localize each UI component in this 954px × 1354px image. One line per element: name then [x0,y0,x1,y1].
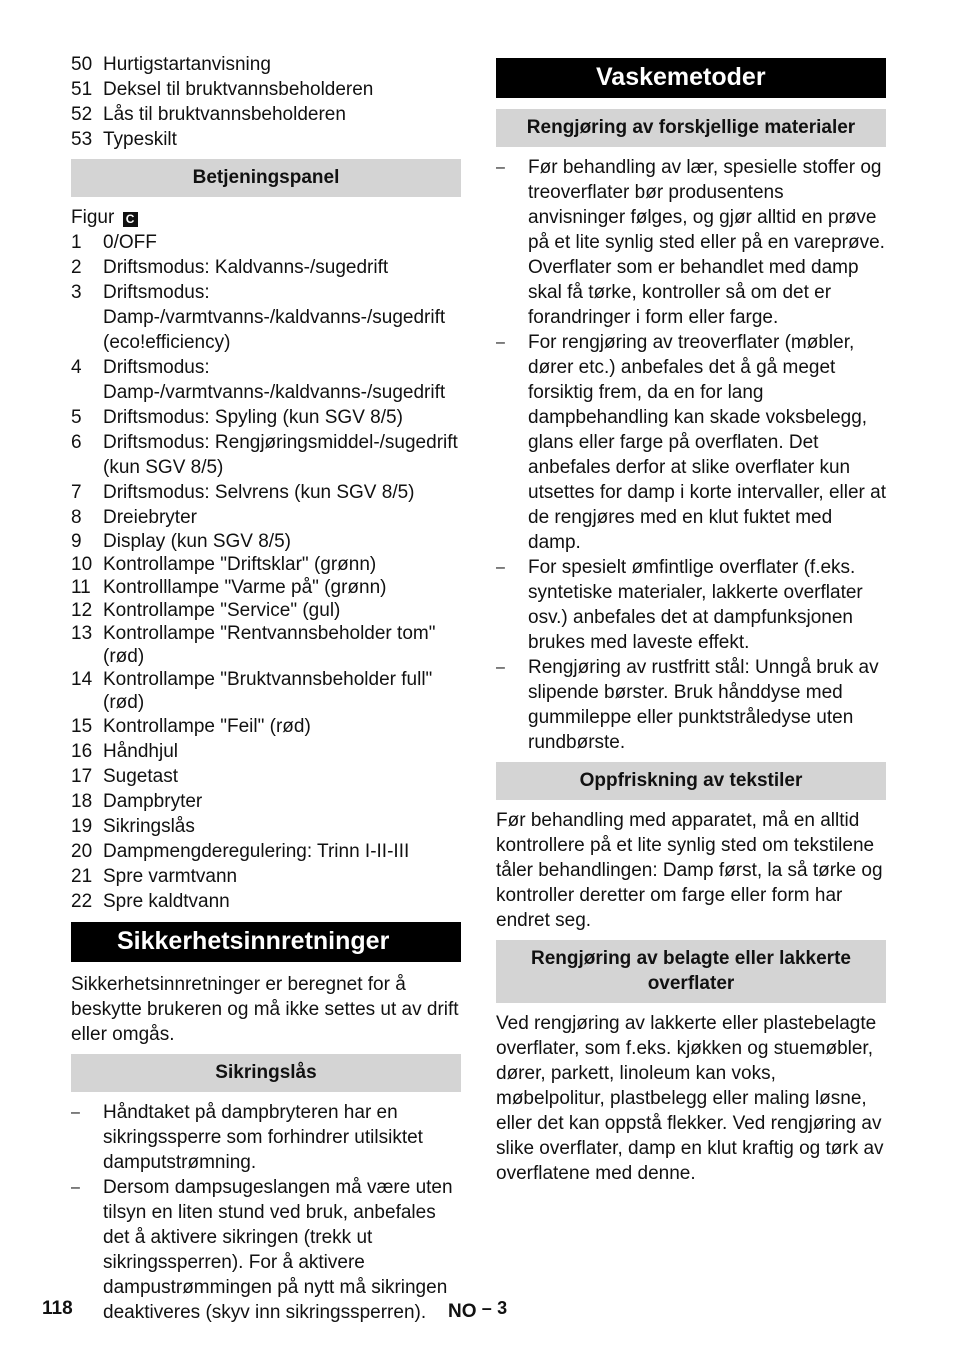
language-code: NO [448,1301,477,1322]
bullet-text: Før behandling av lær, spesielle stoffer og treoverflater bør produsentens anvisninger følges, og gjør alltid en prøve på et lite synlig sted eller på en vareprøve. Overflater som er behandlet med damp skal få tørke, kontroller så om det er forandringer i form eller farge. [528,157,885,328]
list-item [71,530,461,553]
lock-heading: Sikringslås [71,1054,461,1092]
left-column [71,52,461,1325]
bullet-text: Dersom dampsugeslangen må være uten tilsyn en liten stund ved bruk, anbefales det å aktivere sikringen (trekk ut sikringssperren). For å aktivere dampustrømmingen på nytt må sikringen deaktiveres (skyv inn sikringssperren). [103,1177,453,1323]
list-item [71,789,461,814]
list-item [71,355,461,405]
dash-bullet-icon: – [71,1179,80,1196]
list-item-number: 2 [71,257,82,278]
list-item-text: Driftsmodus: Damp-/varmtvanns-/kaldvanns-/sugedrift (eco!efficiency) [103,282,446,353]
list-item-text: Driftsmodus: Spyling (kun SGV 8/5) [103,407,403,428]
list-item [71,839,461,864]
bullet-item [496,555,886,655]
panel-heading: Betjeningspanel [71,159,461,197]
list-item-number: 20 [71,841,93,862]
list-item-text: Deksel til bruktvannsbeholderen [103,79,374,100]
list-item-number: 11 [71,577,91,598]
list-item [71,102,461,127]
coated-heading: Rengjøring av belagte eller lakkerte overflater [496,940,886,1003]
bullet-text: Håndtaket på dampbryteren har en sikringssperre som forhindrer utilsiktet damputstrømning. [103,1102,423,1173]
panel-items-list-end [71,714,461,914]
bullet-item [71,1175,461,1325]
list-item-text: Spre varmtvann [103,866,238,887]
list-item-text: Driftsmodus: Rengjøringsmiddel-/sugedrift (kun SGV 8/5) [103,432,458,478]
list-item-number: 52 [71,104,93,125]
list-item [71,127,461,152]
list-item [71,553,461,576]
list-item-text: Sikringslås [103,816,195,837]
list-item-number: 14 [71,669,93,690]
list-item-text: Kontrollampe "Feil" (rød) [103,716,311,737]
list-item [71,230,461,255]
list-item-number: 10 [71,554,93,575]
list-item [71,430,461,480]
bullet-item [71,1100,461,1175]
list-item-number: 3 [71,282,82,303]
list-item-number: 4 [71,357,82,378]
list-item-text: Driftsmodus: Kaldvanns-/sugedrift [103,257,389,278]
list-item-text: Kontrollampe "Rentvannsbeholder tom" (rød) [103,623,436,667]
list-item-text: Kontrollampe "Driftsklar" (grønn) [103,554,377,575]
list-item [71,714,461,739]
list-item-number: 7 [71,482,82,503]
list-item [71,864,461,889]
materials-heading: Rengjøring av forskjellige materialer [496,109,886,147]
list-item-number: 1 [71,232,82,253]
panel-items-list-tight [71,530,461,714]
list-item-text: Sugetast [103,766,178,787]
list-item-text: Typeskilt [103,129,177,150]
coated-text: Ved rengjøring av lakkerte eller plastebelagte overflater, som f.eks. kjøkken og stuemøbler, dører, parkett, linoleum kan voks, møbelpolitur, plastbelegg eller maling løsne, eller det kan oppstå flekker. Ved rengjøring av slike overflater, damp en klut kraftig og tørk av overflatene med denne. [496,1013,884,1184]
bullet-item [496,330,886,555]
list-item [71,505,461,530]
bullet-text: For rengjøring av treoverflater (møbler, dører etc.) anbefales det å gå meget forsiktig frem, da en for lang dampbehandling kan skade voksbelegg, glans eller farge på overflaten. Det anbefales derfor at slike overflater kun utsettes for damp i korte intervaller, eller at de rengjøres med en klut fuktet med damp. [528,332,886,553]
list-item-number: 13 [71,623,93,644]
textile-text: Før behandling med apparatet, må en alltid kontrollere på et lite synlig sted om tekstilene tåler behandlingen: Damp først, la så tørke og kontroller deretter om farge eller form har endret seg. [496,810,883,931]
list-item-text: Driftsmodus: Damp-/varmtvanns-/kaldvanns-/sugedrift [103,357,446,403]
list-item-text: Lås til bruktvannsbeholderen [103,104,346,125]
lock-bullet-list [71,1100,461,1325]
figure-reference [71,205,461,230]
list-item-text: Dampbryter [103,791,203,812]
panel-items-list [71,230,461,530]
figure-c-icon: C [123,212,138,227]
list-item [71,739,461,764]
bullet-text: Rengjøring av rustfritt stål: Unngå bruk av slipende børster. Bruk hånddyse med gummileppe eller punktstråledyse uten rundbørste. [528,657,879,753]
bullet-item [496,655,886,755]
list-item-number: 9 [71,531,82,552]
list-item [71,668,461,714]
list-item-text: Kontrollampe "Service" (gul) [103,600,341,621]
list-item-number: 12 [71,600,93,621]
list-item-number: 19 [71,816,93,837]
dash-bullet-icon: – [496,334,505,351]
language-page-marker [448,1298,507,1323]
list-item-number: 53 [71,129,93,150]
bullet-text: For spesielt ømfintlige overflater (f.eks. syntetiske materialer, lakkerte overflater osv.) anbefales det at dampfunksjonen brukes med laveste effekt. [528,557,863,653]
parts-list-top [71,52,461,152]
safety-intro: Sikkerhetsinnretninger er beregnet for å beskytte brukeren og må ikke settes ut av drift eller omgås. [71,974,459,1045]
list-item-number: 21 [71,866,93,887]
list-item [71,480,461,505]
list-item-text: Spre kaldtvann [103,891,230,912]
list-item-text: Dreiebryter [103,507,197,528]
list-item-number: 18 [71,791,93,812]
list-item-number: 16 [71,741,93,762]
list-item-text: 0/OFF [103,232,157,253]
list-item-text: Håndhjul [103,741,178,762]
section-page-number: 3 [497,1298,508,1318]
figure-label: Figur [71,207,115,228]
list-item [71,77,461,102]
dash-bullet-icon: – [496,659,505,676]
list-item-text: Kontrollampe "Bruktvannsbeholder full" (rød) [103,669,433,713]
textile-heading: Oppfriskning av tekstiler [496,762,886,800]
list-item [71,889,461,914]
list-item [71,622,461,668]
dash-bullet-icon: – [71,1104,80,1121]
list-item-number: 22 [71,891,93,912]
page-number: 118 [42,1298,73,1319]
list-item [71,255,461,280]
safety-heading: Sikkerhetsinnretninger [71,922,461,962]
wash-methods-heading: Vaskemetoder [496,58,886,98]
list-item-text: Kontrolllampe "Varme på" (grønn) [103,577,387,598]
list-item-text: Dampmengderegulering: Trinn I-II-III [103,841,410,862]
right-column [496,58,886,1186]
list-item [71,52,461,77]
list-item-number: 6 [71,432,82,453]
list-item-text: Display (kun SGV 8/5) [103,531,291,552]
materials-bullet-list [496,155,886,755]
list-item-number: 5 [71,407,82,428]
bullet-item [496,155,886,330]
list-item-number: 51 [71,79,93,100]
list-item [71,280,461,355]
list-item [71,405,461,430]
list-item-number: 17 [71,766,93,787]
list-item [71,814,461,839]
list-item [71,576,461,599]
list-item [71,764,461,789]
list-item-text: Hurtigstartanvisning [103,54,271,75]
dash-bullet-icon: – [496,159,505,176]
dash-bullet-icon: – [496,559,505,576]
list-item-number: 8 [71,507,82,528]
language-dash: – [481,1298,492,1318]
list-item-number: 15 [71,716,93,737]
list-item [71,599,461,622]
list-item-text: Driftsmodus: Selvrens (kun SGV 8/5) [103,482,415,503]
list-item-number: 50 [71,54,93,75]
